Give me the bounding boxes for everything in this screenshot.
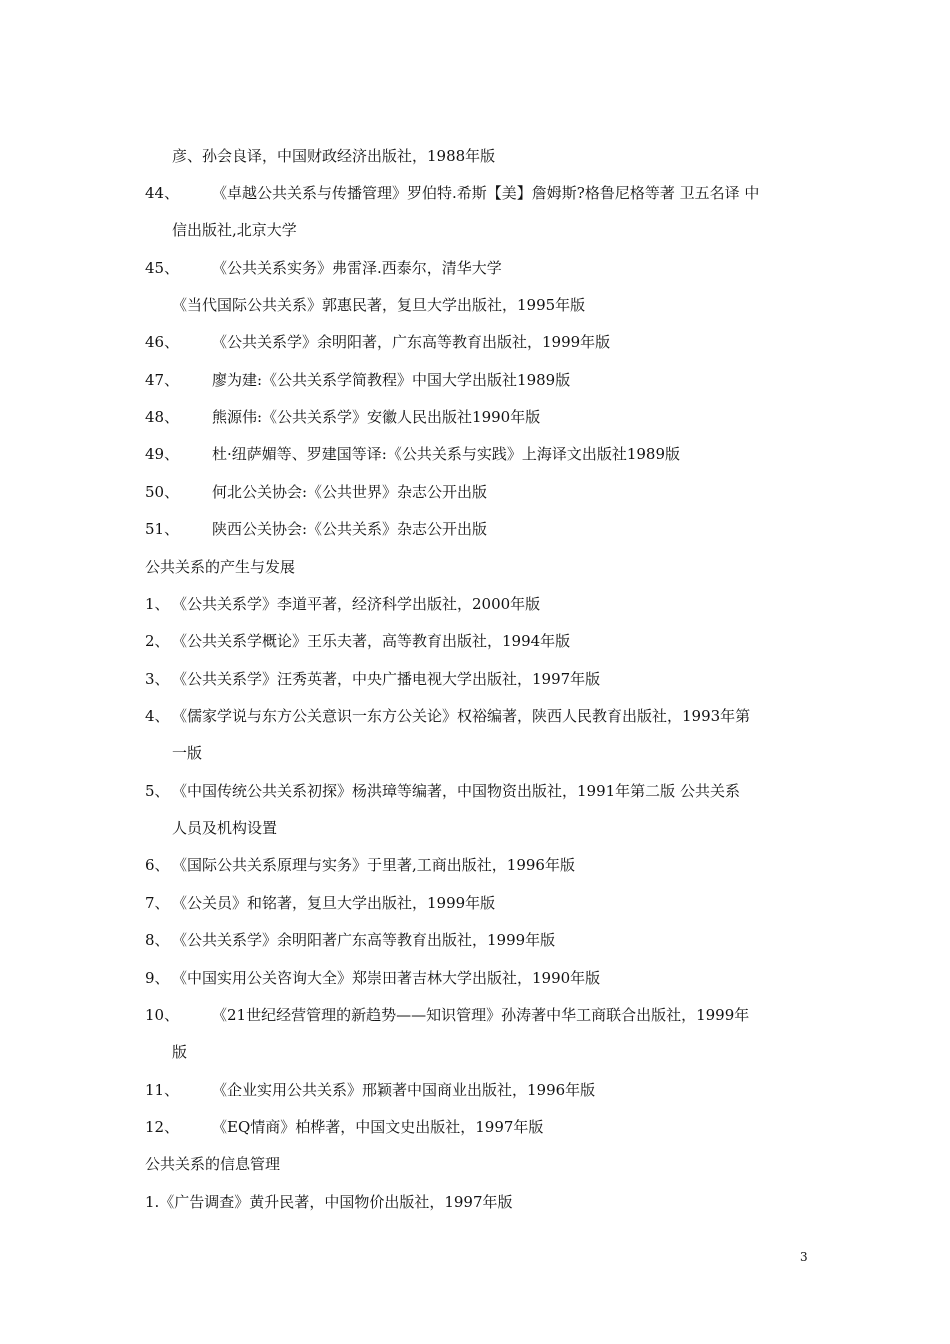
- item-number: 44、: [145, 184, 180, 202]
- item-text: 杜·纽萨媚等、罗建国等译:《公共关系与实践》上海译文出版社1989版: [212, 445, 680, 463]
- item-number: 49、: [145, 445, 180, 463]
- line-text: 版: [172, 1043, 188, 1061]
- heading-text: 公共关系的信息管理: [145, 1155, 281, 1173]
- item-number: 2、: [145, 632, 170, 650]
- item-text: 《中国传统公共关系初探》杨洪璋等编著，中国物资出版社，1991年第二版 公共关系: [172, 782, 740, 800]
- item-number: 51、: [145, 520, 180, 538]
- item-number: 50、: [145, 483, 180, 501]
- item-text: 《企业实用公共关系》邢颖著中国商业出版社，1996年版: [212, 1081, 596, 1099]
- item-text: 《公共关系学》余明阳著广东高等教育出版社，1999年版: [172, 931, 556, 949]
- item-number: 1、: [145, 595, 170, 613]
- item-text: 《公关员》和铭著，复旦大学出版社，1999年版: [172, 894, 496, 912]
- item-text: 《公共关系学概论》王乐夫著，高等教育出版社，1994年版: [172, 632, 571, 650]
- line-text: 1.《广告调查》黄升民著，中国物价出版社，1997年版: [145, 1193, 513, 1211]
- line-text: 《当代国际公共关系》郭惠民著，复旦大学出版社，1995年版: [172, 296, 586, 314]
- item-number: 8、: [145, 931, 170, 949]
- item-text: 《公共关系学》李道平著，经济科学出版社，2000年版: [172, 595, 541, 613]
- item-text: 《公共关系实务》弗雷泽.西泰尔，清华大学: [212, 259, 502, 277]
- item-text: 《21世纪经营管理的新趋势——知识管理》孙涛著中华工商联合出版社，1999年: [212, 1006, 750, 1024]
- item-number: 45、: [145, 259, 180, 277]
- heading-text: 公共关系的产生与发展: [145, 558, 296, 576]
- item-text: 陕西公关协会:《公共关系》杂志公开出版: [212, 520, 488, 538]
- item-number: 6、: [145, 856, 170, 874]
- item-number: 5、: [145, 782, 170, 800]
- item-text: 《EQ情商》柏桦著，中国文史出版社，1997年版: [212, 1118, 544, 1136]
- item-text: 熊源伟:《公共关系学》安徽人民出版社1990年版: [212, 408, 541, 426]
- item-text: 《中国实用公关咨询大全》郑崇田著吉林大学出版社，1990年版: [172, 969, 601, 987]
- item-number: 47、: [145, 371, 180, 389]
- item-number: 9、: [145, 969, 170, 987]
- item-number: 4、: [145, 707, 170, 725]
- item-text: 廖为建:《公共关系学简教程》中国大学出版社1989版: [212, 371, 571, 389]
- page-number: 3: [800, 1250, 808, 1264]
- item-number: 46、: [145, 333, 180, 351]
- item-text: 《儒家学说与东方公关意识一东方公关论》权裕编著，陕西人民教育出版社，1993年第: [172, 707, 751, 725]
- line-text: 一版: [172, 744, 203, 762]
- item-text: 《公共关系学》汪秀英著，中央广播电视大学出版社，1997年版: [172, 670, 601, 688]
- item-text: 《国际公共关系原理与实务》于里著,工商出版社，1996年版: [172, 856, 575, 874]
- line-text: 彦、孙会良译，中国财政经济出版社，1988年版: [172, 147, 496, 165]
- item-number: 11、: [145, 1081, 180, 1099]
- item-number: 7、: [145, 894, 170, 912]
- line-text: 信出版社,北京大学: [172, 221, 297, 239]
- item-number: 48、: [145, 408, 180, 426]
- item-text: 《公共关系学》余明阳著，广东高等教育出版社，1999年版: [212, 333, 611, 351]
- item-text: 《卓越公共关系与传播管理》罗伯特.希斯【美】詹姆斯?格鲁尼格等著 卫五名译 中: [212, 184, 760, 202]
- item-number: 3、: [145, 670, 170, 688]
- item-number: 10、: [145, 1006, 180, 1024]
- item-number: 12、: [145, 1118, 180, 1136]
- item-text: 何北公关协会:《公共世界》杂志公开出版: [212, 483, 488, 501]
- line-text: 人员及机构设置: [172, 819, 278, 837]
